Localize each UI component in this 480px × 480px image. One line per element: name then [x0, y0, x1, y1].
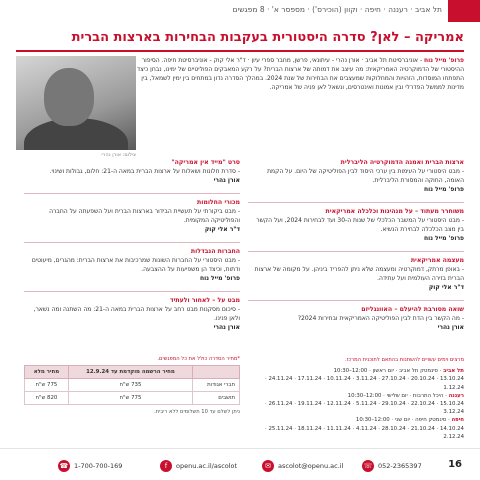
- schedule-site: [248, 416, 464, 441]
- price-table: [24, 365, 240, 405]
- lecture-block: [24, 198, 240, 234]
- site-dates: 15.10.24 · 22.10.24 · 29.10.24 · 5.11.24 · 12.11.24 · 19.11.24 · 26.11.24 · 3.12.24: [265, 401, 464, 416]
- top-bar: [0, 0, 480, 22]
- price-early: 735 ש"ח: [68, 379, 192, 392]
- lecture-author: פרופ' מייל נוח: [424, 235, 464, 242]
- lecture-author: אורן נהרי: [213, 324, 240, 331]
- lecture-body: - סדרת חלונות ושאלות על ארצות הברית במאה ה-21: חלום, גבולות ושינוי.: [49, 168, 240, 175]
- site-dates: 14.10.24 · 21.10.24 · 28.10.24 · 4.11.24 · 11.11.24 · 18.11.24 · 25.11.24 · 2.12.24: [265, 425, 464, 440]
- title-divider: [16, 50, 464, 52]
- price-full: 775 ש"ח: [25, 379, 69, 392]
- divider: [24, 291, 240, 292]
- contact-email[interactable]: [262, 460, 343, 472]
- lecture-body: - מה הקשר בין הדת לבין הפוליטיקה האמריקאית ובחירות 2024?: [297, 315, 464, 322]
- price-header-full: מחיר מלא: [25, 366, 69, 379]
- page-footer: [0, 448, 480, 480]
- schedule-site: [248, 392, 464, 417]
- lecture-title: משוחרר מעתוד – על מנהיגות וכלכלה אמריקאית: [325, 208, 464, 215]
- facebook-icon: f: [160, 460, 172, 472]
- site-detail: · היכל התרבות · יום שלישי · 12:00–10:30: [347, 392, 447, 399]
- accent-stripe: [448, 0, 480, 22]
- price-row-label: תושבים: [193, 392, 240, 405]
- contact-tel[interactable]: [58, 460, 122, 472]
- photo-head: [44, 68, 94, 126]
- lecture-title: שואה מסורבת להיעלם – האוונגליזם: [361, 306, 464, 313]
- divider: [248, 202, 464, 203]
- lecture-block: [248, 256, 464, 292]
- phone-text: 052-2365397: [378, 462, 422, 470]
- lecture-block: [248, 207, 464, 243]
- lecture-body: - מבט היסטורי על המשבר הכלכלי של שנות ה-30 ועד לבחירות 2024, ועל הקשר בין מצב הכלכלה לבחירת הנשיא.: [256, 217, 464, 233]
- page-title: אמריקה – לאן? סדרה היסטורית בעקבות הבחירות בארצות הברית: [71, 30, 464, 45]
- price-header-label: [193, 366, 240, 379]
- phone-icon: ☏: [363, 462, 373, 470]
- lecture-author: פרופ' מייל נוח: [424, 186, 464, 193]
- lecture-title: מכורי החלומות: [196, 199, 240, 206]
- price-full: 820 ש"ח: [25, 392, 69, 405]
- intro-paragraph: [134, 56, 464, 92]
- lecture-author: פרופ' מייל נוח: [200, 275, 240, 282]
- lecture-title: מעצמה אמריקאית: [410, 257, 464, 264]
- lecturer-photo: [16, 56, 136, 150]
- tel-text: 1-700-700-169: [74, 462, 123, 470]
- intro-lead: פרופ' מייל נוח: [424, 57, 464, 64]
- email-icon: ✉: [262, 460, 274, 472]
- schedule-site: [248, 367, 464, 392]
- lecture-author: ד"ר אלי קוק: [204, 226, 240, 233]
- intro-text: - אוניברסיטת תל אביב · אורן נהרי - עיתונאי, פרשן, מחבר ספרי עיון · ד"ר אלי קוק - אוניברסיטת חיפה. הסיפור ההיסטורי של הדמוקרטיה האמריקאית: מה עיצב את דמותה של ארצות הברית? על רקע המאבקים הפוליטיים של ימינו, נבחן כיצד התפתחו המוסדות, הזהויות והמחלוקות שמעצבים את הבחירות של שנת 2024. במהלך הסדרה נדון במתחים בין ימין לשמאל, בין מדינות לממשל הפדרלי ובין אמונות ואינטרסים, ונשאל לאן פניה של אמריקה.: [136, 57, 464, 91]
- price-section: [24, 356, 240, 415]
- page-number: 16: [448, 459, 462, 470]
- schedule-info: [248, 356, 464, 441]
- price-footnote: ניתן לשלם עד 10 תשלומים ללא ריבית.: [154, 409, 240, 415]
- lecture-body: - מבט ביקורתי על תעשיית הבידור בארצות הברית ועל השפעתה על החברה והפוליטיקה המקומית.: [49, 208, 240, 224]
- lecture-body: - סיכום מסקנות מבט רחב על ארצות הברית במאה ה-21: מה השתנה ומה נשאר, ולאן פנינו.: [33, 306, 240, 322]
- lectures-column-right: [248, 158, 464, 340]
- table-row: [25, 392, 240, 405]
- lecture-block: [24, 247, 240, 283]
- site-dates: 13.10.24 · 20.10.24 · 27.10.24 · 3.11.24 · 10.11.24 · 17.11.24 · 24.11.24 · 1.12.24: [265, 376, 464, 391]
- site-detail: · סינמטק חיפה · יום שני · 12:00–10:30: [355, 417, 450, 424]
- lecture-author: ד"ר אלי קוק: [428, 284, 464, 291]
- lectures-column-left: [24, 158, 240, 340]
- lecture-block: [248, 158, 464, 194]
- lecture-body: - מבט היסטורי על החברות השונות שמרכיבות את ארצות הברית: מהגרים, מיעוטים ודתות, וכיצד הן משפיעות על ההצבעה.: [31, 257, 240, 273]
- divider: [248, 300, 464, 301]
- photo-caption: צילום: אורן נהרי: [101, 152, 136, 158]
- divider: [24, 242, 240, 243]
- lecture-title: סרט "מייד אין אמריקה": [171, 159, 240, 166]
- lecture-title: החברות הנבדלות: [190, 248, 240, 255]
- lecture-title: מבט על – לאחור ולעתיד: [169, 297, 240, 304]
- divider: [24, 193, 240, 194]
- phone-icon: ☎: [59, 462, 69, 470]
- lecture-author: אורן נהרי: [213, 177, 240, 184]
- divider: [248, 251, 464, 252]
- lecture-block: [24, 158, 240, 185]
- price-header-early: מחיר הרשמה מוקדמת עד 12.9.24: [68, 366, 192, 379]
- price-row-label: חברי אגודות: [193, 379, 240, 392]
- lecture-body: - מבט היסטורי על העימות בין ערכי היסוד לבין הפוליטיקה של היום. על הקמת האומה, החוקה והמסורת הליברלית.: [267, 168, 464, 184]
- contact-website[interactable]: [160, 460, 237, 472]
- lecture-block: [248, 305, 464, 332]
- price-header-row: [25, 366, 240, 379]
- lecture-author: אורן נהרי: [437, 324, 464, 331]
- price-note: *מחיר הסדרה כולל את כל המפגשים.: [157, 356, 240, 362]
- lecture-block: [24, 296, 240, 332]
- email-text: ascolot@openu.ac.il: [278, 462, 344, 470]
- lecture-title: ארצות הברית ואמנה הדמוקרטיה הליברלית: [340, 159, 464, 166]
- breadcrumb: תל אביב · רעננה · חיפה · וקוון (הוכירס') · מספסר א' · 8 מפגשים: [232, 5, 442, 14]
- price-early: 775 ש"ח: [68, 392, 192, 405]
- lecture-body: - באופן מרתק, דמוקרטיה ומעצמה שלא ניתן להפריד ביניהן. על מקומה של ארצות הברית בזירה העולמית ועל עתידה.: [254, 266, 464, 282]
- table-row: [25, 379, 240, 392]
- site-detail: · סינמטק תל אביב · יום ראשון · 12:00–10:30: [333, 368, 442, 375]
- site-city: חיפה: [451, 417, 464, 424]
- website-text: openu.ac.il/ascolot: [176, 462, 238, 470]
- site-city: תל אביב: [443, 368, 464, 375]
- contact-phone[interactable]: [362, 460, 422, 472]
- site-city: רעננה: [448, 392, 464, 399]
- schedule-note: מרצים וימים עשויים להשתנות בהתאם לתוכנית המרכז.: [344, 357, 464, 363]
